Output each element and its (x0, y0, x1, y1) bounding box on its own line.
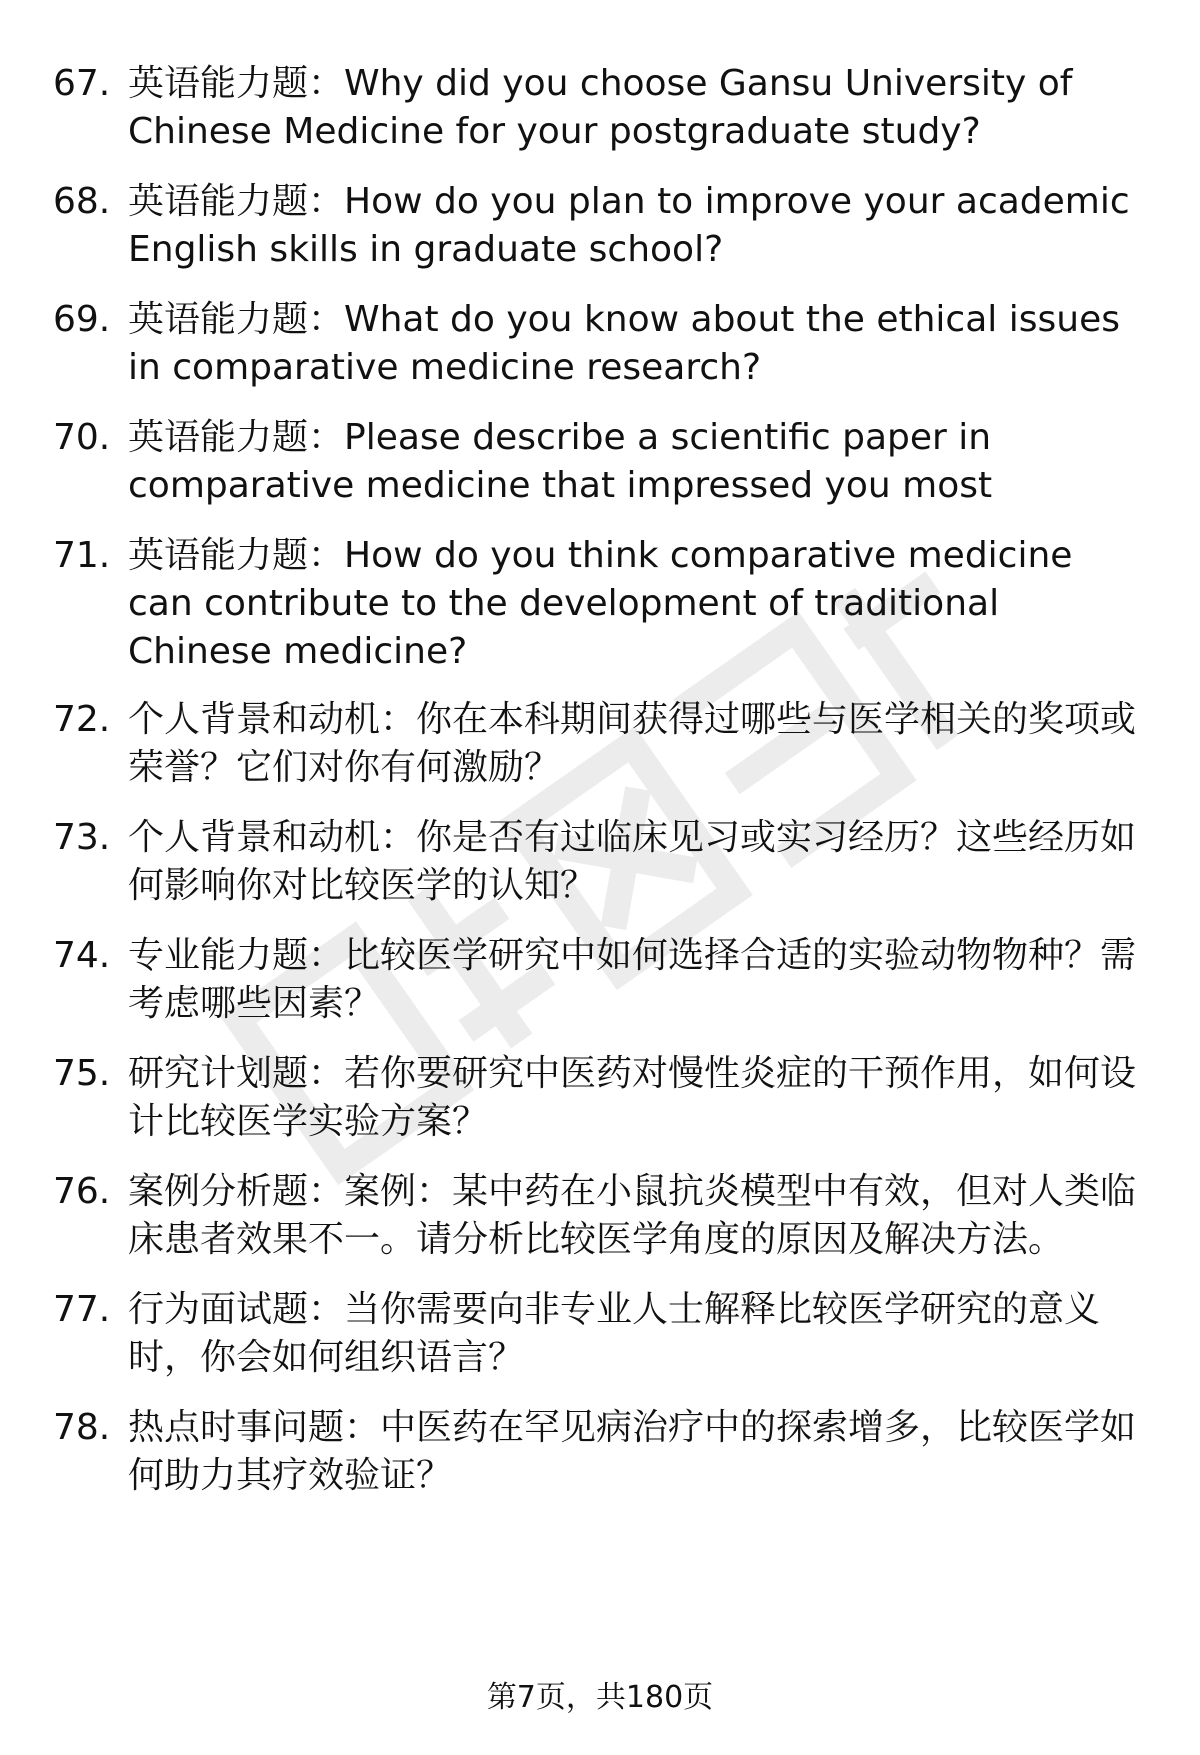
question-text: 案例分析题：案例：某中药在小鼠抗炎模型中有效，但对人类临床患者效果不一。请分析比较医学角度的原因及解决方法。 (128, 1171, 1137, 1260)
page-number-label: 第7页，共180页 (486, 1680, 714, 1715)
question-item (53, 814, 1153, 910)
question-item (53, 1286, 1153, 1382)
question-text: 研究计划题：若你要研究中医药对慢性炎症的干预作用，如何设计比较医学实验方案？ (128, 1053, 1137, 1142)
question-number: 67. (53, 63, 111, 104)
question-item (53, 1050, 1153, 1146)
question-text: 英语能力题：Why did you choose Gansu University of Chinese Medicine for your postgraduate study? (128, 63, 1073, 152)
page-footer (0, 1678, 1200, 1718)
question-text: 个人背景和动机：你是否有过临床见习或实习经历？这些经历如何影响你对比较医学的认知？ (128, 817, 1137, 906)
question-item (53, 178, 1153, 274)
question-text: 专业能力题：比较医学研究中如何选择合适的实验动物物种？需考虑哪些因素？ (128, 935, 1137, 1024)
question-number: 74. (53, 935, 111, 976)
question-text: 热点时事问题：中医药在罕见病治疗中的探索增多，比较医学如何助力其疗效验证？ (128, 1407, 1137, 1496)
question-item (53, 1168, 1153, 1264)
question-number: 78. (53, 1407, 111, 1448)
question-text: 英语能力题：How do you think comparative medicine can contribute to the development of traditional Chinese medicine? (128, 535, 1073, 672)
question-text: 英语能力题：How do you plan to improve your academic English skills in graduate school? (128, 181, 1130, 270)
question-number: 72. (53, 699, 111, 740)
question-item (53, 932, 1153, 1028)
question-number: 68. (53, 181, 111, 222)
question-number: 77. (53, 1289, 111, 1330)
question-item (53, 696, 1153, 792)
question-text: 行为面试题：当你需要向非专业人士解释比较医学研究的意义时，你会如何组织语言？ (128, 1289, 1101, 1378)
question-number: 76. (53, 1171, 111, 1212)
question-number: 71. (53, 535, 111, 576)
question-text: 个人背景和动机：你在本科期间获得过哪些与医学相关的奖项或荣誉？它们对你有何激励？ (128, 699, 1137, 788)
question-item (53, 414, 1153, 510)
question-text: 英语能力题：What do you know about the ethical issues in comparative medicine research? (128, 299, 1120, 388)
question-number: 75. (53, 1053, 111, 1094)
question-item (53, 532, 1153, 676)
question-item (53, 60, 1153, 156)
question-number: 70. (53, 417, 111, 458)
question-item (53, 296, 1153, 392)
question-number: 69. (53, 299, 111, 340)
question-text: 英语能力题：Please describe a scientific paper in comparative medicine that impressed you most (128, 417, 993, 506)
question-number: 73. (53, 817, 111, 858)
question-item (53, 1404, 1153, 1500)
